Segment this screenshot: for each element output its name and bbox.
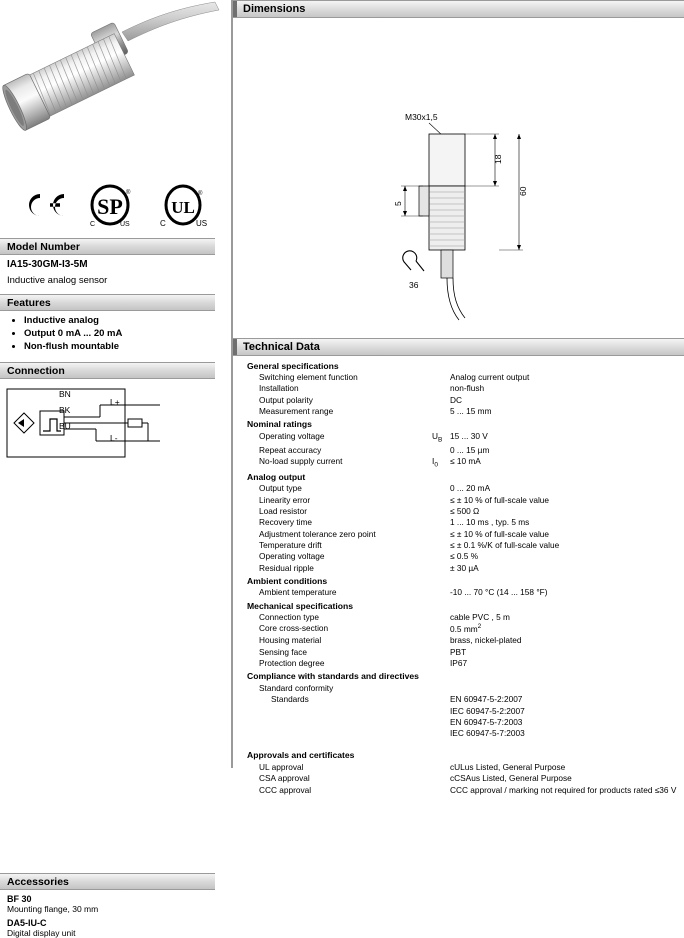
row-value: brass, nickel-plated bbox=[450, 635, 522, 646]
svg-text:C: C bbox=[90, 221, 96, 228]
row-symbol bbox=[432, 635, 450, 646]
table-group-row bbox=[237, 574, 680, 587]
row-value: ≤ ± 10 % of full-scale value bbox=[450, 494, 550, 505]
header-accent-bar bbox=[233, 339, 237, 355]
row-symbol bbox=[432, 383, 450, 394]
terminal-label-lplus: L+ bbox=[110, 397, 120, 407]
row-symbol bbox=[432, 494, 450, 505]
row-value: -10 ... 70 °C (14 ... 158 °F) bbox=[450, 587, 548, 598]
row-value: IP67 bbox=[450, 658, 468, 669]
table-row bbox=[237, 394, 680, 405]
row-value: cULus Listed, General Purpose bbox=[450, 761, 566, 772]
row-symbol bbox=[432, 611, 450, 622]
table-group-row bbox=[237, 358, 680, 371]
feature-item: • Inductive analog bbox=[24, 315, 228, 326]
csa-mark-icon bbox=[86, 184, 134, 230]
row-symbol bbox=[432, 483, 450, 494]
row-symbol bbox=[432, 623, 450, 635]
section-header-model-number: Model Number bbox=[0, 238, 215, 255]
section-header-features: Features bbox=[0, 294, 215, 311]
table-row bbox=[237, 494, 680, 505]
row-label: Protection degree bbox=[259, 658, 325, 669]
svg-text:®: ® bbox=[126, 190, 131, 196]
feature-item: • Non-flush mountable bbox=[24, 341, 228, 352]
model-part-number: IA15-30GM-I3-5M bbox=[7, 259, 88, 270]
row-label bbox=[247, 716, 432, 727]
table-row bbox=[237, 682, 680, 693]
row-value: Analog current output bbox=[450, 371, 530, 382]
row-value: PBT bbox=[450, 646, 467, 657]
row-symbol bbox=[432, 551, 450, 562]
row-label bbox=[247, 728, 432, 739]
group-label: Compliance with standards and directives bbox=[247, 671, 419, 682]
table-row bbox=[237, 658, 680, 669]
row-value: CCC approval / marking not required for products rated ≤36 V bbox=[450, 784, 677, 795]
row-label: Residual ripple bbox=[259, 562, 314, 573]
svg-text:US: US bbox=[196, 219, 208, 228]
svg-text:60: 60 bbox=[518, 186, 528, 196]
row-label: Standards bbox=[271, 694, 309, 705]
table-group-row bbox=[237, 669, 680, 682]
row-label: Switching element function bbox=[259, 371, 358, 382]
group-label: Analog output bbox=[247, 471, 306, 482]
row-label: CSA approval bbox=[259, 773, 310, 784]
row-symbol bbox=[432, 505, 450, 516]
table-group-row bbox=[237, 748, 680, 761]
row-symbol bbox=[432, 587, 450, 598]
section-header-technical-data bbox=[233, 338, 684, 356]
row-symbol bbox=[432, 394, 450, 405]
row-label: Housing material bbox=[259, 635, 322, 646]
row-label: Ambient temperature bbox=[259, 587, 337, 598]
section-header-connection: Connection bbox=[0, 362, 215, 379]
row-value: ≤ 0.5 % bbox=[450, 551, 479, 562]
accessory-desc: Digital display unit bbox=[7, 928, 76, 938]
row-value: 1 ... 10 ms , typ. 5 ms bbox=[450, 517, 530, 528]
row-label: Repeat accuracy bbox=[259, 444, 322, 455]
dimensions-title-text: Dimensions bbox=[243, 3, 306, 15]
section-header-dimensions bbox=[233, 0, 684, 18]
row-label: Sensing face bbox=[259, 646, 307, 657]
svg-text:M30x1,5: M30x1,5 bbox=[405, 112, 438, 122]
table-row bbox=[237, 761, 680, 772]
ul-mark-icon bbox=[158, 184, 208, 230]
row-label: Adjustment tolerance zero point bbox=[259, 528, 376, 539]
table-spacer-row bbox=[237, 739, 680, 748]
table-group-row bbox=[237, 598, 680, 611]
technical-data-table bbox=[237, 358, 680, 795]
table-row bbox=[237, 528, 680, 539]
row-symbol bbox=[432, 539, 450, 550]
row-symbol bbox=[432, 517, 450, 528]
svg-text:18: 18 bbox=[493, 154, 503, 164]
technical-title-text: Technical Data bbox=[243, 341, 320, 353]
row-symbol: $I_0$ bbox=[432, 455, 438, 469]
feature-item: • Output 0 mA ... 20 mA bbox=[24, 328, 228, 339]
svg-text:5: 5 bbox=[393, 201, 403, 206]
table-row bbox=[237, 551, 680, 562]
svg-text:®: ® bbox=[198, 191, 203, 197]
row-label: Installation bbox=[259, 383, 299, 394]
row-symbol bbox=[432, 444, 450, 455]
row-label: Linearity error bbox=[259, 494, 311, 505]
row-value bbox=[450, 682, 680, 693]
table-row bbox=[237, 728, 680, 739]
connection-diagram bbox=[0, 383, 215, 473]
table-row bbox=[237, 587, 680, 598]
row-label: Output polarity bbox=[259, 394, 313, 405]
model-description: Inductive analog sensor bbox=[7, 275, 108, 286]
row-label: Recovery time bbox=[259, 517, 313, 528]
group-label: Ambient conditions bbox=[247, 576, 328, 586]
row-label: Measurement range bbox=[259, 406, 334, 416]
table-row bbox=[237, 383, 680, 394]
table-group-row bbox=[237, 417, 680, 430]
accessory-name: BF 30 bbox=[7, 894, 32, 904]
row-label: UL approval bbox=[259, 761, 304, 772]
table-row bbox=[237, 505, 680, 516]
group-label: Mechanical specifications bbox=[247, 600, 354, 611]
section-header-accessories: Accessories bbox=[0, 873, 215, 890]
product-photo bbox=[0, 0, 228, 180]
row-value: 0 ... 15 µm bbox=[450, 444, 490, 455]
row-label: Operating voltage bbox=[259, 551, 325, 562]
row-label: No-load supply current bbox=[259, 455, 343, 466]
certification-marks bbox=[0, 180, 228, 238]
accessory-name: DA5-IU-C bbox=[7, 918, 47, 928]
row-label: Output type bbox=[259, 483, 302, 494]
row-value: 0 ... 20 mA bbox=[450, 483, 491, 494]
row-value: DC bbox=[450, 394, 462, 405]
features-list bbox=[0, 315, 228, 352]
svg-text:US: US bbox=[120, 221, 130, 228]
svg-text:UL: UL bbox=[171, 198, 195, 217]
group-label: Approvals and certificates bbox=[247, 750, 355, 761]
table-row bbox=[237, 716, 680, 727]
row-value: ± 30 µA bbox=[450, 562, 479, 573]
row-value: EN 60947-5-7:2003 bbox=[450, 716, 523, 727]
row-symbol bbox=[432, 658, 450, 669]
svg-text:36: 36 bbox=[409, 280, 419, 290]
table-row bbox=[237, 693, 680, 704]
group-label: General specifications bbox=[247, 360, 339, 371]
svg-text:C: C bbox=[160, 219, 166, 228]
dimension-drawing bbox=[233, 18, 684, 338]
row-symbol bbox=[432, 646, 450, 657]
table-row bbox=[237, 483, 680, 494]
table-row bbox=[237, 517, 680, 528]
table-row bbox=[237, 430, 680, 444]
technical-data-table-wrap bbox=[233, 356, 684, 795]
row-value: cCSAus Listed, General Purpose bbox=[450, 773, 572, 784]
row-value: EN 60947-5-2:2007 bbox=[450, 694, 523, 705]
row-symbol bbox=[432, 371, 450, 382]
table-row bbox=[237, 455, 680, 469]
row-value: IEC 60947-5-2:2007 bbox=[450, 705, 525, 716]
table-row bbox=[237, 611, 680, 622]
row-label bbox=[247, 705, 432, 716]
row-value: 0.5 $mm^2$ bbox=[450, 623, 482, 635]
header-accent-bar bbox=[233, 1, 237, 17]
row-value: ≤ 500 Ω bbox=[450, 505, 480, 516]
row-value: ≤ 10 mA bbox=[450, 455, 481, 466]
table-row bbox=[237, 623, 680, 635]
row-value: 15 ... 30 V bbox=[450, 430, 488, 441]
row-symbol bbox=[432, 528, 450, 539]
table-row bbox=[237, 371, 680, 382]
row-label: Operating voltage bbox=[259, 430, 325, 441]
row-symbol bbox=[432, 562, 450, 573]
svg-text:SP: SP bbox=[97, 194, 123, 219]
row-value: cable PVC , 5 m bbox=[450, 611, 510, 622]
wire-label-bu: BU bbox=[59, 421, 71, 431]
table-row bbox=[237, 444, 680, 455]
terminal-label-lminus: L- bbox=[110, 433, 118, 443]
row-value: ≤ ± 10 % of full-scale value bbox=[450, 528, 550, 539]
row-label: CCC approval bbox=[259, 784, 312, 795]
row-value: ≤ ± 0.1 %/K of full-scale value bbox=[450, 540, 560, 551]
row-label: Connection type bbox=[259, 611, 319, 622]
table-row bbox=[237, 646, 680, 657]
wire-label-bk: BK bbox=[59, 405, 71, 415]
row-value: non-flush bbox=[450, 383, 485, 394]
right-column bbox=[232, 0, 683, 795]
table-row bbox=[237, 773, 680, 784]
row-label: Load resistor bbox=[259, 505, 307, 516]
table-row bbox=[237, 784, 680, 795]
wire-label-bn: BN bbox=[59, 389, 71, 399]
group-label: Nominal ratings bbox=[247, 419, 312, 430]
table-row bbox=[237, 562, 680, 573]
table-row bbox=[237, 539, 680, 550]
left-column bbox=[0, 0, 228, 938]
table-row bbox=[237, 705, 680, 716]
table-row bbox=[237, 405, 680, 416]
row-label: Temperature drift bbox=[259, 540, 322, 551]
row-label: Standard conformity bbox=[259, 682, 334, 693]
table-row bbox=[237, 635, 680, 646]
row-symbol bbox=[432, 405, 450, 416]
row-value: 5 ... 15 mm bbox=[450, 406, 492, 416]
accessory-desc: Mounting flange, 30 mm bbox=[7, 904, 99, 914]
row-value: IEC 60947-5-7:2003 bbox=[450, 728, 525, 739]
table-group-row bbox=[237, 469, 680, 482]
row-symbol: $U_B$ bbox=[432, 430, 443, 444]
row-label: Core cross-section bbox=[259, 623, 329, 634]
ce-mark-icon bbox=[20, 190, 66, 220]
